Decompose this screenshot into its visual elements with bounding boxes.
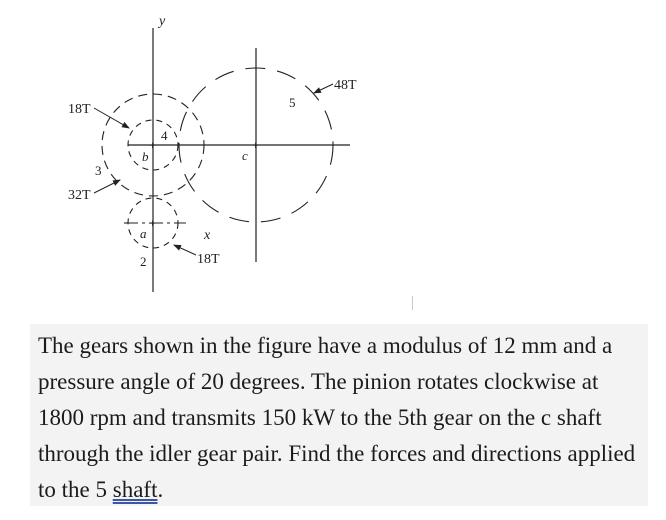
- shaft-a-label: a: [140, 226, 147, 241]
- gear2-leader: [174, 245, 196, 255]
- gear5-number: 5: [289, 95, 296, 110]
- gear2-number: 2: [140, 254, 147, 269]
- gear5-tooth-count: 48T: [334, 78, 357, 93]
- shaft-b-label: b: [142, 149, 149, 164]
- y-axis-label-text: y: [159, 14, 166, 29]
- gear4-leader: [94, 108, 129, 128]
- problem-text-end: .: [157, 477, 164, 502]
- gear3-number: 3: [95, 163, 102, 178]
- shaft-b-center-mark: +: [149, 138, 156, 152]
- gear4-tooth-count: 18T: [68, 102, 91, 117]
- problem-statement: [38, 328, 648, 508]
- x-axis-label: x: [204, 228, 211, 243]
- gear4-number: 4: [161, 128, 168, 143]
- gear3-tooth-count: 32T: [68, 188, 91, 203]
- shaft-c-label: c: [242, 148, 248, 163]
- shaft-c-center-mark: +: [252, 138, 259, 152]
- gear3-leader: [94, 180, 120, 193]
- text-cursor-mark: [412, 296, 413, 310]
- problem-text-main: The gears shown in the figure have a modulus of 12 mm and a pressure angle of 20 degrees. The pinion rotates clockwise at 1800 rpm and transmits 150 kW to the 5th gear on the c shaft through the idler gear pair. Find the forces and directions applied to the 5: [38, 333, 636, 502]
- gear2-tooth-count: 18T: [197, 252, 220, 267]
- shaft-a-center-mark: +: [149, 216, 156, 230]
- problem-text-underlined: shaft: [112, 477, 158, 502]
- gear5-leader: [314, 84, 333, 93]
